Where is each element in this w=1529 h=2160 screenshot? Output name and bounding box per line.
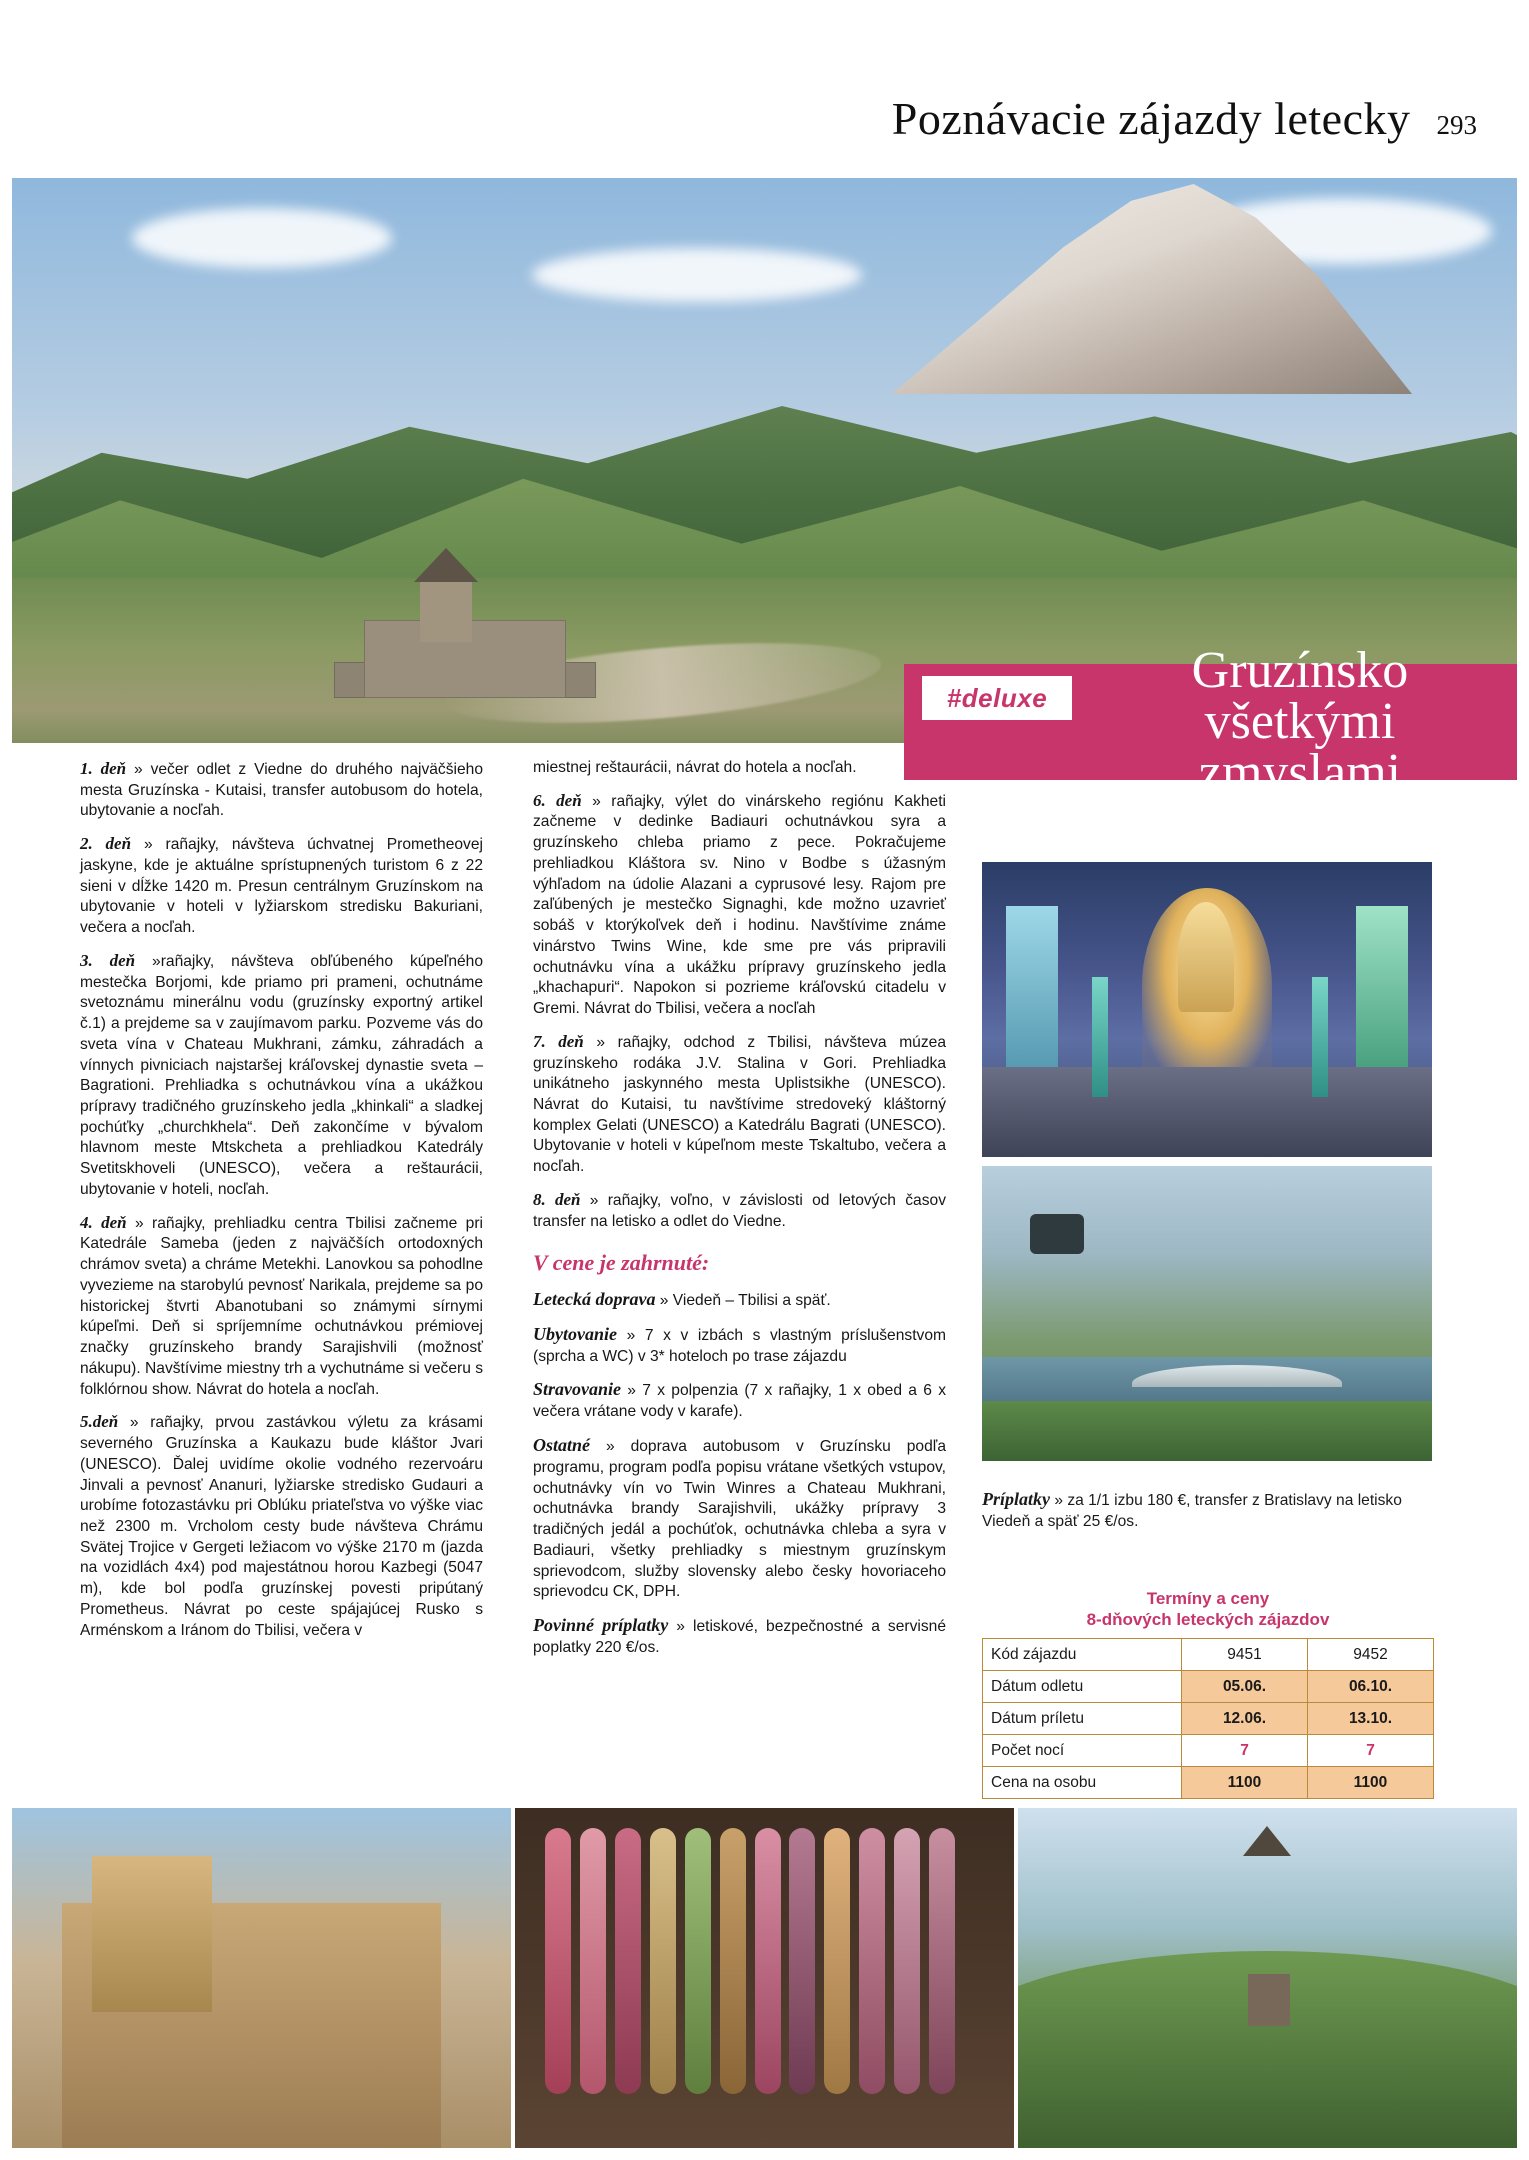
day-text: » rañajky, výlet do vinárskeho regiónu Kakheti začneme v dedinke Badiauri ochutnávkou syra a gruzínskeho chleba priamo z pece. Pokračujeme prehliadkou Kláštora sv. Nino v Bodbe s úžasným výhľadom na údolie Alazani a cyprusové lesy. Rajom pre zaľúbených je mestečko Signaghi, kde možno uzavrieť sobáš v ktorýkoľvek deň i hodinu. Navštívime známe vinárstvo Twins Wine, kde sme pre vás pripravili ochutnávku vína a ukážku prípravy gruzínskeho jedla „khachapuri“. Napokon si pozrieme kráľovskú citadelu v Gremi. Návrat do Tbilisi, večera a nocľah	[533, 792, 947, 1018]
page-header	[0, 92, 1477, 145]
churchkhela-strand	[545, 1828, 571, 2093]
row-label: Cena na osobu	[983, 1767, 1182, 1799]
day-text: » rañajky, odchod z Tbilisi, návšteva múzea gruzínskeho rodáka J.V. Stalina v Gori. Prehliadka unikátneho jaskynného mesta Uplistsikhe (UNESCO). Návrat do Kutaisi, tu navštívime stredoveký kláštorný komplex Gelati (UNESCO) a Katedrálu Bagrati (UNESCO). Ubytovanie v hoteli v kúpeľnom meste Tskaltubo, večera a nocľah.	[533, 1033, 946, 1176]
churchkhela-strand	[894, 1828, 920, 2093]
itinerary-day	[533, 1031, 946, 1178]
included-item	[533, 1323, 946, 1368]
photo-fortress-tower	[92, 1856, 212, 2012]
churchkhela-strand	[580, 1828, 606, 2093]
row-value: 12.06.	[1182, 1703, 1308, 1735]
itinerary-column-1	[80, 758, 483, 1652]
row-label: Počet nocí	[983, 1735, 1182, 1767]
photo-cable-car-cabin	[1030, 1214, 1084, 1254]
day-text: » rañajky, voľno, v závislosti od letových časov transfer na letisko a odlet do Viedne.	[533, 1191, 946, 1230]
included-label: Ostatné	[533, 1434, 591, 1455]
itinerary-day	[533, 790, 946, 1020]
row-value: 13.10.	[1308, 1703, 1434, 1735]
day-text: » večer odlet z Viedne do druhého najväčšieho mesta Gruzínska - Kutaisi, transfer autobusom do hotela, ubytovanie a nocľah.	[80, 761, 484, 820]
surcharge-label: Príplatky	[982, 1489, 1050, 1509]
deluxe-badge: #deluxe	[922, 676, 1072, 720]
photo-church-body	[1248, 1974, 1290, 2026]
table-row	[983, 1639, 1434, 1671]
photo-park	[982, 1401, 1432, 1461]
itinerary-day	[80, 758, 483, 822]
day-label: 5.deň	[80, 1412, 119, 1432]
church-roof-icon	[414, 548, 478, 582]
churchkhela-strand	[824, 1828, 850, 2093]
day-text: » rañajky, návšteva úchvatnej Prometheovej jaskyne, kde je aktuálne sprístupnených turistom 6 z 22 sieni v dĺžke 1420 m. Presun centrálnym Gruzínskom na ubytovanie v hoteli v lyžiarskom stredisku Bakuriani, večera a nocľah.	[80, 836, 483, 937]
churchkhela-strand	[685, 1828, 711, 2093]
row-label: Kód zájazdu	[983, 1639, 1182, 1671]
price-table	[982, 1638, 1434, 1799]
day-text: »rañajky, návšteva obľúbeného kúpeľného mestečka Borjomi, kde priamo pri prameni, ochutnáme svetoznámu minerálnu vodu (gruzínsky exportný artikel č.1) a prejdeme sa v zaujímavom parku. Pozveme vás do sveta vína v Chateau Mukhrani, zámku, záhradách a vínnych pivniciach najstaršej kráľovskej dynastie sveta – Bagrationi. Prehliadka s ochutnávkou vína a ukážkou prípravy tradičného gruzínskeho jedla „khinkali“ a sladkej pochúťky „churchkhela“. Deň zakončíme v bývalom hlavnom meste Mtskcheta a prehliadkou Katedrály Svetitskhoveli (UNESCO), večera a reštaurácii, ubytovanie v hoteli, nocľah.	[80, 952, 484, 1198]
page-title: Poznávacie zájazdy letecky	[891, 93, 1411, 144]
included-label: Povinné príplatky	[533, 1615, 669, 1636]
cloud-shape	[532, 248, 862, 302]
row-value: 7	[1182, 1735, 1308, 1767]
photo-rabati-fortress	[12, 1808, 511, 2148]
day-label: 1. deň	[80, 759, 127, 778]
row-value: 05.06.	[1182, 1671, 1308, 1703]
photo-cathedral-dome	[1178, 902, 1234, 1012]
included-item	[533, 1288, 946, 1312]
included-item	[533, 1378, 946, 1423]
destination-title	[1080, 642, 1520, 801]
page-number: 293	[1436, 110, 1477, 140]
cloud-shape	[132, 208, 392, 268]
itinerary-continuation	[533, 758, 946, 779]
day-text: miestnej reštaurácii, návrat do hotela a nocľah.	[533, 759, 857, 776]
included-label: Stravovanie	[533, 1379, 621, 1400]
day-label: 4. deň	[80, 1212, 127, 1232]
row-value: 1100	[1308, 1767, 1434, 1799]
table-row	[983, 1671, 1434, 1703]
day-label: 6. deň	[533, 790, 582, 810]
itinerary-column-2	[533, 758, 946, 1670]
included-text: » 7 x v izbách s vlastným príslušenstvom (sprcha a WC) v 3* hoteloch po trase zájazdu	[533, 1326, 946, 1365]
surcharge-note	[982, 1487, 1434, 1533]
day-label: 8. deň	[533, 1189, 581, 1209]
photo-churchkhela-market	[515, 1808, 1014, 2148]
itinerary-day	[533, 1189, 946, 1232]
table-row	[983, 1767, 1434, 1799]
photo-gergeti-trinity-church	[1018, 1808, 1517, 2148]
day-label: 3. deň	[80, 950, 136, 970]
day-text: » rañajky, prvou zastávkou výletu za krásami severného Gruzínska a Kaukazu bude kláštor Jvari (UNESCO). Ďalej uvidíme okolie vodného rezervoáru Jinvali a pevnosť Ananuri, lyžiarske stredisko Gudauri a urobíme fotozastávku pri Oblúku priateľstva vo výške viac než 2300 m. Vrcholom cesty bude návšteva Chrámu Svätej Trojice v Gergeti ležiacom vo výške 2170 m (jazda na vozidlách 4x4) pod majestátnou horou Kazbegi (5047 m), kde bol podľa gruzínskej povesti pripútaný Prometheus. Návrat po ceste spájajúcej Rusko s Arménskom a Iránom do Tbilisi, večera v	[80, 1414, 483, 1639]
itinerary-day	[80, 1212, 483, 1401]
table-row	[983, 1735, 1434, 1767]
row-value: 7	[1308, 1735, 1434, 1767]
price-title-line2: 8-dňových leteckých zájazdov	[1086, 1610, 1330, 1630]
price-table-title	[982, 1588, 1434, 1631]
included-item	[533, 1434, 946, 1603]
churchkhela-strand	[859, 1828, 885, 2093]
destination-title-line1: Gruzínsko	[1191, 642, 1409, 699]
gergeti-church	[334, 558, 594, 698]
day-label: 7. deň	[533, 1031, 584, 1051]
photo-church-roof-icon	[1243, 1826, 1291, 1856]
included-item	[533, 1614, 946, 1659]
photo-pillar-right	[1356, 906, 1408, 1086]
churchkhela-strand	[615, 1828, 641, 2093]
row-value: 9452	[1308, 1639, 1434, 1671]
destination-title-line3: zmyslami	[1198, 743, 1402, 801]
included-text: » 7 x polpenzia (7 x rañajky, 1 x obed a 6 x večera vrátane vody v karafe).	[533, 1382, 946, 1421]
churchkhela-strand	[650, 1828, 676, 2093]
churchkhela-strand	[929, 1828, 955, 2093]
included-text: » Viedeň – Tbilisi a späť.	[655, 1291, 831, 1309]
row-value: 06.10.	[1308, 1671, 1434, 1703]
destination-title-line2: všetkými	[1204, 692, 1396, 750]
churchkhela-strand	[720, 1828, 746, 2093]
photo-pillar-left	[1006, 906, 1058, 1086]
itinerary-day	[80, 833, 483, 939]
photo-plaza	[982, 1067, 1432, 1157]
included-text: » doprava autobusom v Gruzínsku podľa programu, program podľa popisu vrátane všetkých vstupov, ochutnávky vín vo Twin Winres a Chateau Mukhrani, ochutnávka brandy Sarajishvili, ukážky prípravy 3 tradičných jedál a pochúťok, ochutnávka chleba a syra v Badiauri, všetky prehliadky s miestnym gruzínskym sprievodcom, služby slovensky alebo česky hovoriaceho sprievodcu CK, DPH.	[533, 1437, 946, 1601]
itinerary-day	[80, 1411, 483, 1641]
row-label: Dátum príletu	[983, 1703, 1182, 1735]
included-label: Ubytovanie	[533, 1323, 617, 1344]
photo-sameba-cathedral	[982, 862, 1432, 1157]
churchkhela-strand	[789, 1828, 815, 2093]
row-label: Dátum odletu	[983, 1671, 1182, 1703]
row-value: 1100	[1182, 1767, 1308, 1799]
day-text: » rañajky, prehliadku centra Tbilisi začneme pri Katedrále Sameba (jeden z najväčších ortodoxných chrámov sveta) a chráme Metekhi. Lanovkou sa pohodlne vyvezieme na starobylú pevnosť Narikala, prejdeme sa po historickej štvrti Abanotubani so známymi sírnymi kúpeľmi. Deň si spríjemníme ochutnávkou prémiovej značky gruzínskeho brandy Sarajishvili (možnosť nákupu). Navštívime miestny trh a vychutnáme si večeru s folklórnou show. Návrat do hotela a nocľah.	[80, 1214, 483, 1398]
row-value: 9451	[1182, 1639, 1308, 1671]
included-heading: V cene je zahrnuté:	[533, 1250, 710, 1276]
bottom-photo-strip	[12, 1808, 1517, 2148]
photo-lamp-post	[1092, 977, 1108, 1097]
day-label: 2. deň	[80, 834, 132, 854]
table-row	[983, 1703, 1434, 1735]
church-tower	[420, 580, 472, 642]
churchkhela-strand	[755, 1828, 781, 2093]
photo-lamp-post	[1312, 977, 1328, 1097]
photo-tbilisi-cablecar	[982, 1166, 1432, 1461]
surcharge-text: » za 1/1 izbu 180 €, transfer z Bratislavy na letisko Viedeň a späť 25 €/os.	[982, 1492, 1402, 1530]
included-text: » letiskové, bezpečnostné a servisné poplatky 220 €/os.	[533, 1618, 946, 1656]
itinerary-day	[80, 950, 483, 1201]
included-label: Letecká doprava	[533, 1288, 656, 1309]
price-title-line1: Termíny a ceny	[1146, 1589, 1270, 1608]
